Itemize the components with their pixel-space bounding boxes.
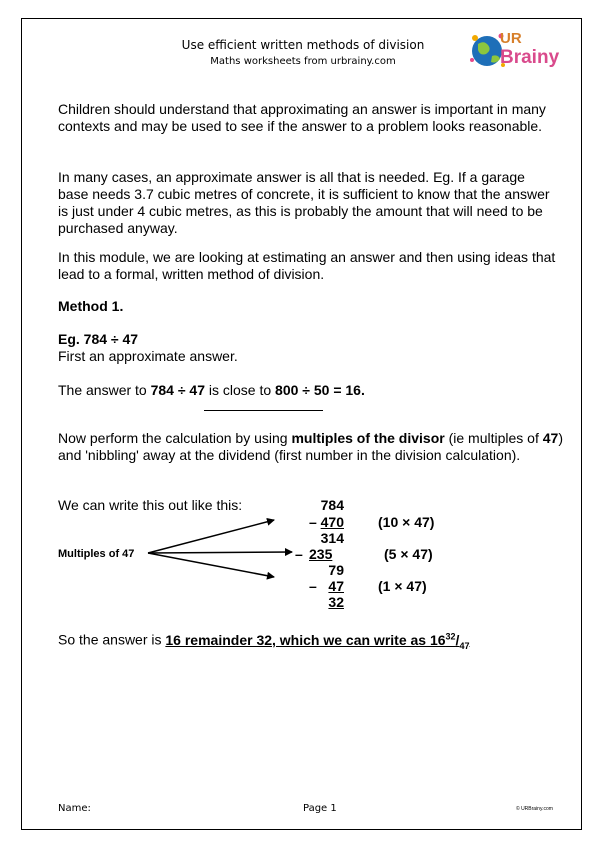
logo-brainy-text: Brainy — [500, 47, 560, 68]
working-intro: We can write this out like this: — [58, 497, 243, 513]
multiple-note-2: (5 × 47) — [384, 546, 433, 562]
separator-line — [204, 410, 323, 411]
worksheet-subtitle: Maths worksheets from urbrainy.com — [210, 56, 396, 67]
subtract-3: 47 — [328, 578, 344, 594]
conclusion-answer — [165, 631, 470, 651]
perform-pre: Now perform the calculation by using — [58, 430, 292, 446]
subtract-1: 470 — [320, 514, 344, 530]
minus-sign-2: – — [295, 546, 303, 562]
worksheet-title: Use efficient written methods of division — [181, 38, 425, 52]
perform-mid: (ie multiples of — [444, 430, 543, 446]
fraction-numerator: 32 — [445, 631, 456, 641]
intro-paragraph-2: In many cases, an approximate answer is all that is needed. Eg. If a garage base needs 3.7 cubic metres of concrete, it is sufficient to know that the answer is just under 4 cubic metres, as this is probably the amount that will need to be purchased anyway. — [58, 169, 550, 236]
estimate-mid: is close to — [205, 382, 276, 398]
footer-name-label: Name: — [58, 803, 91, 814]
page-border — [21, 18, 582, 830]
perform-divisor: 47 — [542, 430, 559, 446]
subtract-2: 235 — [309, 546, 333, 562]
estimate-pre: The answer to — [58, 382, 151, 398]
multiple-note-1: (10 × 47) — [378, 514, 435, 530]
multiples-label: Multiples of 47 — [58, 548, 135, 560]
conclusion-pre: So the answer is — [58, 631, 166, 648]
approx-line: First an approximate answer. — [58, 348, 238, 364]
footer-copyright: © URBrainy.com — [516, 806, 553, 812]
perform-paragraph — [58, 430, 568, 464]
conclusion-answer-text: 16 remainder 32, which we can write as 16 — [165, 631, 446, 648]
minus-sign-1: – — [309, 514, 317, 530]
remainder-1: 314 — [320, 530, 344, 546]
intro-paragraph-1: Children should understand that approximating an answer is important in many contexts and may be used to see if the answer to a problem looks reasonable. — [58, 101, 546, 134]
estimate-result: 800 ÷ 50 = 16. — [275, 382, 365, 398]
example-label: Eg. 784 ÷ 47 — [58, 331, 139, 347]
logo-ur-text: UR — [500, 30, 522, 47]
urbrainy-logo — [470, 28, 562, 72]
minus-sign-3: – — [309, 578, 317, 594]
perform-bold: multiples of the divisor — [291, 430, 445, 446]
perform-post: ) and 'nibbling' away at the dividend (first number in the division calculation). — [58, 430, 563, 463]
fraction-denominator: 47 — [459, 640, 470, 651]
remainder-3: 32 — [328, 594, 344, 610]
intro-paragraph-3: In this module, we are looking at estimating an answer and then using ideas that lead to a formal, written method of division. — [58, 249, 556, 282]
footer-page-number: Page 1 — [303, 803, 337, 814]
method-heading: Method 1. — [58, 298, 124, 314]
remainder-2: 79 — [328, 562, 344, 578]
conclusion-line — [58, 628, 469, 654]
multiple-note-3: (1 × 47) — [378, 578, 427, 594]
estimate-expression: 784 ÷ 47 — [150, 382, 206, 398]
estimate-line — [58, 382, 365, 399]
fraction-slash: / — [455, 631, 460, 648]
dividend: 784 — [320, 497, 344, 513]
